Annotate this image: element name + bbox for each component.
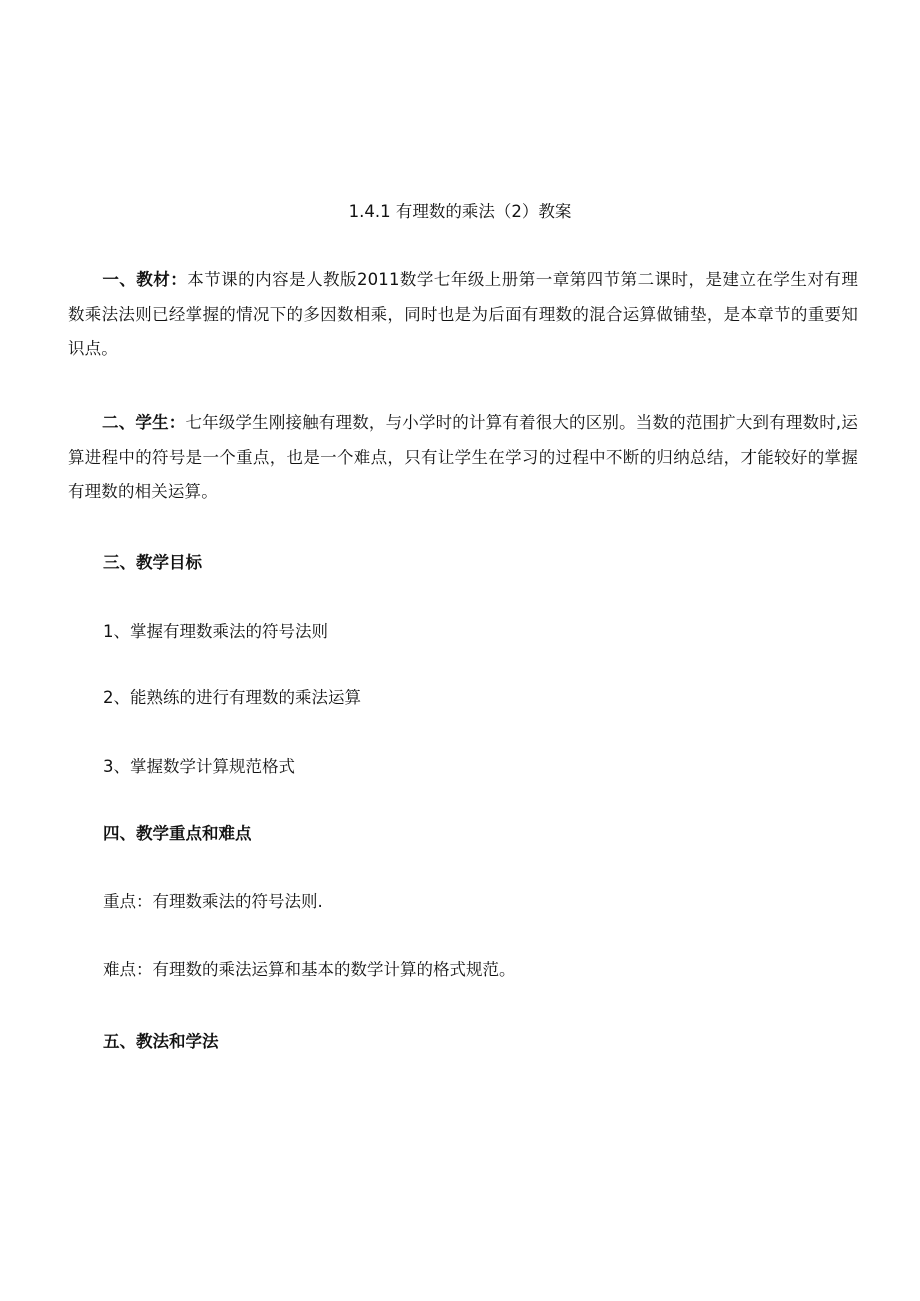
objective-item-1: 1、掌握有理数乘法的符号法则 [103,622,328,641]
objective-item-2: 2、能熟练的进行有理数的乘法运算 [103,688,361,707]
difficulty-point: 难点：有理数的乘法运算和基本的数学计算的格式规范。 [103,960,516,979]
objective-item-3: 3、掌握数学计算规范格式 [103,757,295,776]
section-methods-heading: 五、教法和学法 [103,1032,219,1051]
section-textbook-heading: 一、教材： [102,270,188,289]
section-textbook-text: 本节课的内容是人教版2011数学七年级上册第一章第四节第二课时，是建立在学生对有理数乘法法则已经掌握的情况下的多因数相乘，同时也是为后面有理数的混合运算做铺垫，是本章节的重要知识点。 [68,270,858,358]
section-textbook [68,263,858,367]
section-students [68,406,858,510]
section-objectives-heading: 三、教学目标 [103,553,202,572]
section-students-heading: 二、学生： [102,413,186,432]
section-keypoints-heading: 四、教学重点和难点 [103,824,252,843]
document-title: 1.4.1 有理数的乘法（2）教案 [348,202,572,221]
key-point: 重点：有理数乘法的符号法则. [103,892,323,911]
section-students-text: 七年级学生刚接触有理数，与小学时的计算有着很大的区别。当数的范围扩大到有理数时,运算进程中的符号是一个重点，也是一个难点，只有让学生在学习的过程中不断的归纳总结，才能较好的掌握有理数的相关运算。 [68,413,859,501]
